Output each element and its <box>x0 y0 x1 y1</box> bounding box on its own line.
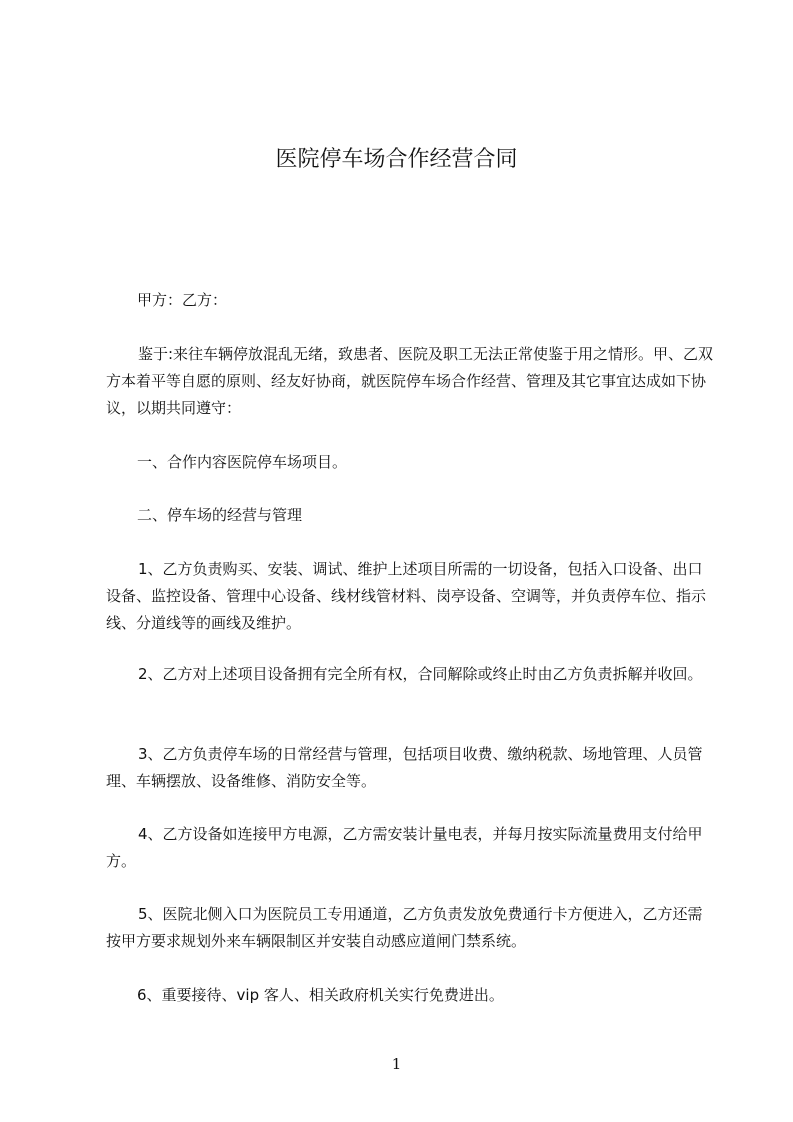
section-2-heading: 二、停车场的经营与管理 <box>137 506 303 524</box>
clause-item-2: 2、乙方对上述项目设备拥有完全所有权，合同解除或终止时由乙方负责拆解并收回。 <box>138 665 703 683</box>
clause-item-1: 1、乙方负责购买、安装、调试、维护上述项目所需的一切设备，包括入口设备、出口设备、监控设备、管理中心设备、线材线管材料、岗亭设备、空调等，并负责停车位、指示线、分道线等的画线及维护。 <box>106 560 707 632</box>
clause-item-5: 5、医院北侧入口为医院员工专用通道，乙方负责发放免费通行卡方便进入，乙方还需按甲方要求规划外来车辆限制区并安装自动感应道闸门禁系统。 <box>106 905 703 950</box>
section-1-heading: 一、合作内容医院停车场项目。 <box>137 453 348 471</box>
clause-item-4: 4、乙方设备如连接甲方电源，乙方需安装计量电表，并每月按实际流量费用支付给甲方。 <box>106 825 703 870</box>
document-title: 医院停车场合作经营合同 <box>275 147 518 172</box>
whereas-paragraph: 鉴于:来往车辆停放混乱无绪，致患者、医院及职工无法正常使鉴于用之情形。甲、乙双方本着平等自愿的原则、经友好协商，就医院停车场合作经营、管理及其它事宜达成如下协议，以期共同遵守： <box>106 345 714 417</box>
clause-item-3: 3、乙方负责停车场的日常经营与管理，包括项目收费、缴纳税款、场地管理、人员管理、车辆摆放、设备维修、消防安全等。 <box>106 745 703 790</box>
parties-line: 甲方：乙方： <box>137 291 228 309</box>
page-number: 1 <box>391 1055 402 1073</box>
clause-item-6: 6、重要接待、vip 客人、相关政府机关实行免费进出。 <box>137 986 504 1004</box>
